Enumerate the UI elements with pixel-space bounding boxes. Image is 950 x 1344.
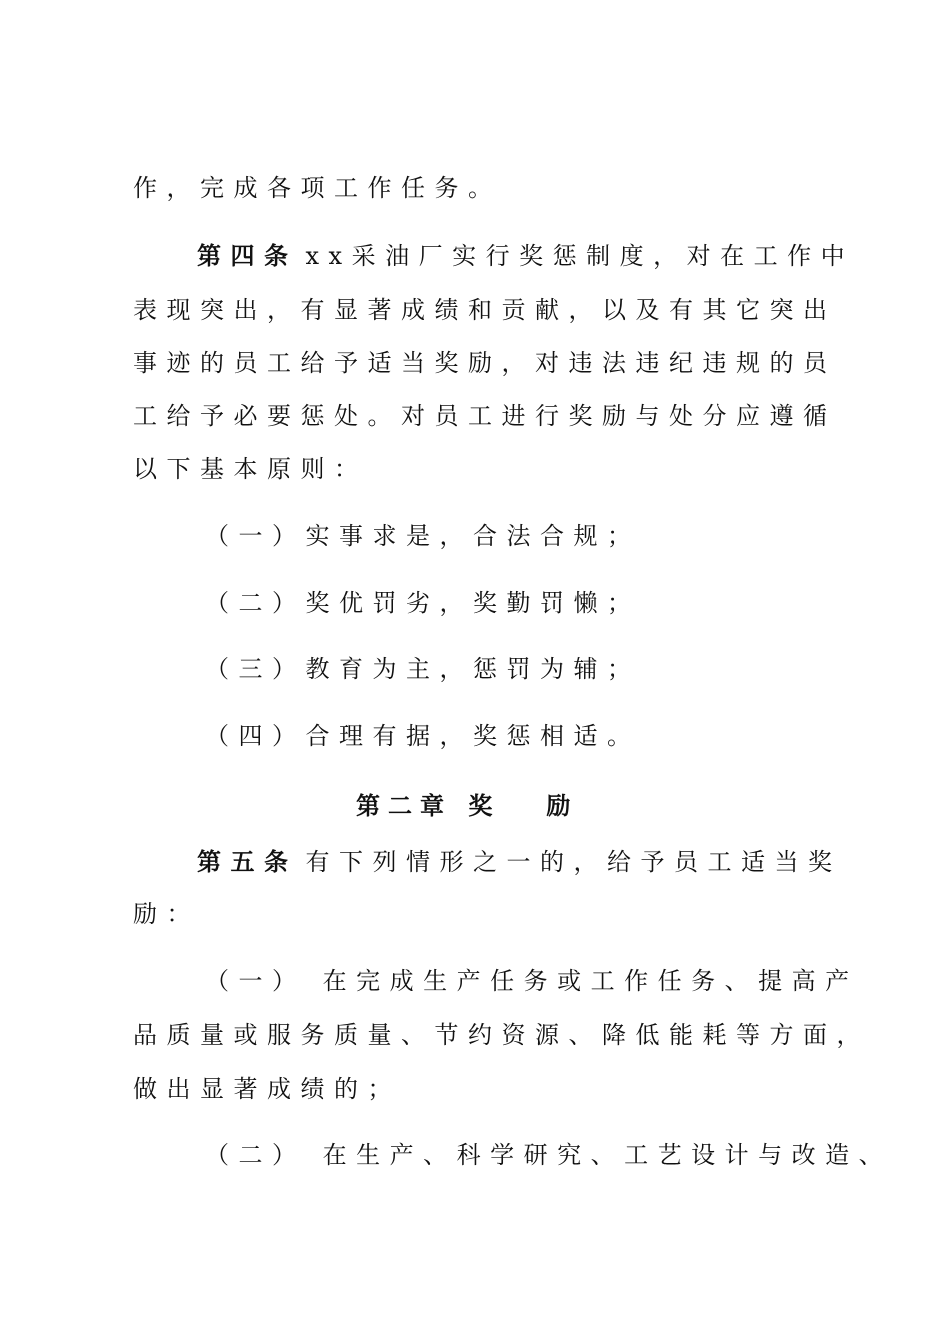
text-line: 表现突出，有显著成绩和贡献，以及有其它突出	[133, 296, 837, 324]
article-5-label: 第五条	[197, 848, 298, 876]
article-5-first-line	[197, 848, 842, 876]
principle-item: （三）教育为主，惩罚为辅；	[205, 655, 641, 683]
text-line: 品质量或服务质量、节约资源、降低能耗等方面，	[133, 1021, 870, 1049]
text-line: 做出显著成绩的；	[133, 1075, 401, 1103]
text-line: 励：	[133, 900, 200, 928]
principle-item: （一）实事求是，合法合规；	[205, 522, 641, 550]
article-4-first-line	[197, 242, 854, 270]
chapter-heading-part-1: 第二章 奖	[356, 792, 501, 820]
principle-item: （四）合理有据，奖惩相适。	[205, 722, 641, 750]
chapter-heading	[356, 792, 578, 820]
reward-item-1: （一） 在完成生产任务或工作任务、提高产	[205, 967, 859, 995]
text-line: 工给予必要惩处。对员工进行奖励与处分应遵循	[133, 402, 837, 430]
reward-item-2: （二） 在生产、科学研究、工艺设计与改造、	[205, 1141, 893, 1169]
chapter-heading-part-2: 励	[546, 792, 579, 820]
article-4-label: 第四条	[197, 242, 298, 270]
text-line: 作，完成各项工作任务。	[133, 174, 502, 202]
text-line: 以下基本原则：	[133, 455, 368, 483]
principle-item: （二）奖优罚劣，奖勤罚懒；	[205, 589, 641, 617]
text-line: 事迹的员工给予适当奖励，对违法违纪违规的员	[133, 349, 837, 377]
article-5-text: 有下列情形之一的，给予员工适当奖	[305, 848, 842, 876]
article-4-text: xx采油厂实行奖惩制度，对在工作中	[305, 242, 855, 270]
